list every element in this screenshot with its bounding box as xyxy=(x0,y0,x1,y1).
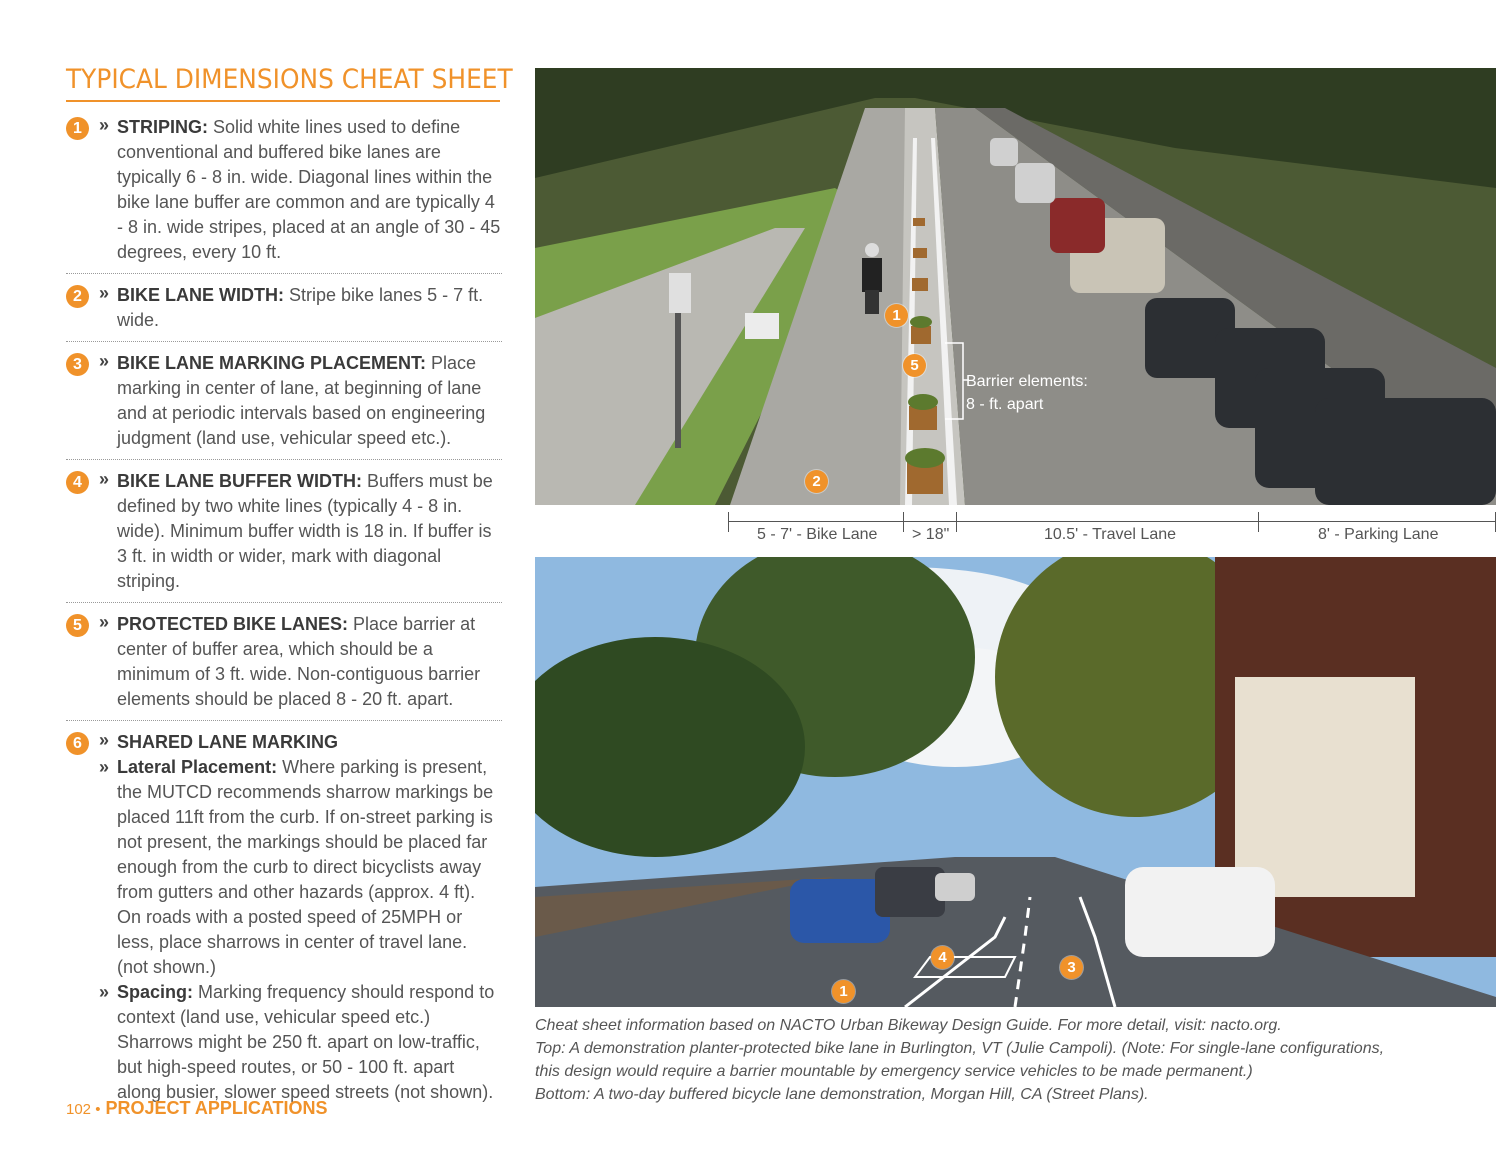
page-number: 102 • xyxy=(66,1101,101,1118)
caption-line: this design would require a barrier mountable by emergency service vehicles to be made permanent.) xyxy=(535,1063,1253,1080)
item-text: Place marking in center of lane, at beginning of lane and at periodic intervals based on engineering judgment (land use, vehicular speed etc.). xyxy=(117,353,486,448)
sub-item xyxy=(99,980,502,1105)
photo-caption xyxy=(535,1014,1475,1106)
marker-4: 4 xyxy=(931,946,954,969)
list-item xyxy=(66,727,502,1113)
caption-line: Bottom: A two-day buffered bicycle lane demonstration, Morgan Hill, CA (Street Plans). xyxy=(535,1086,1149,1103)
item-label: SHARED LANE MARKING xyxy=(117,732,339,752)
number-badge: 2 xyxy=(66,285,89,308)
page-footer xyxy=(66,1098,328,1119)
marker-5: 5 xyxy=(903,354,926,377)
number-badge: 1 xyxy=(66,117,89,140)
section-name: PROJECT APPLICATIONS xyxy=(105,1098,328,1118)
marker-1: 1 xyxy=(885,304,908,327)
bottom-photo xyxy=(535,557,1496,1007)
chevron-icon: » xyxy=(99,982,110,1002)
barrier-label-line: 8 - ft. apart xyxy=(966,396,1044,413)
item-text: Solid white lines used to define conventional and buffered bike lanes are typically 6 - 8 in. wide. Diagonal lines within the bike lane buffer are common and are typically 4 - 8 in. wide stripes, placed at an angle of 30 - 45 degrees, every 10 ft. xyxy=(117,117,501,262)
chevron-icon: » xyxy=(99,757,110,777)
page-title: TYPICAL DIMENSIONS CHEAT SHEET xyxy=(66,64,513,95)
marker-3: 3 xyxy=(1060,956,1083,979)
item-text: Stripe bike lanes 5 - 7 ft. wide. xyxy=(117,285,484,330)
dimension-tick xyxy=(728,512,729,532)
title-divider xyxy=(66,100,500,102)
number-badge: 6 xyxy=(66,732,89,755)
list-item xyxy=(66,348,502,460)
street-illustration xyxy=(535,557,1496,1007)
top-photo xyxy=(535,68,1496,505)
sub-item-label: Spacing: xyxy=(117,982,194,1002)
chevron-icon: » xyxy=(99,469,110,489)
item-label: BIKE LANE MARKING PLACEMENT: xyxy=(117,353,426,373)
item-label: BIKE LANE BUFFER WIDTH: xyxy=(117,471,362,491)
number-badge: 4 xyxy=(66,471,89,494)
dimension-label: 10.5' - Travel Lane xyxy=(1044,526,1177,543)
chevron-icon: » xyxy=(99,115,110,135)
dimension-label: 5 - 7' - Bike Lane xyxy=(757,526,878,543)
caption-line: Cheat sheet information based on NACTO Urban Bikeway Design Guide. For more detail, visit: nacto.org. xyxy=(535,1017,1282,1034)
chevron-icon: » xyxy=(99,730,110,750)
dimension-tick xyxy=(1258,512,1259,532)
sub-item-text: Marking frequency should respond to context (land use, vehicular speed etc.) Sharrows might be 250 ft. apart on low-traffic, but high-speed routes, or 50 - 100 ft. apart along busier, slower speed streets (not shown). xyxy=(117,982,495,1102)
chevron-icon: » xyxy=(99,283,110,303)
dimension-label: 8' - Parking Lane xyxy=(1318,526,1439,543)
chevron-icon: » xyxy=(99,612,110,632)
barrier-label-line: Barrier elements: xyxy=(966,373,1088,390)
sub-item-label: Lateral Placement: xyxy=(117,757,278,777)
item-text: Place barrier at center of buffer area, which should be a minimum of 3 ft. wide. Non-contiguous barrier elements should be placed 8 - 20 ft. apart. xyxy=(117,614,481,709)
marker-2: 2 xyxy=(805,470,828,493)
list-item xyxy=(66,466,502,603)
caption-line: Top: A demonstration planter-protected bike lane in Burlington, VT (Julie Campoli). (Note: For single-lane configurations, xyxy=(535,1040,1385,1057)
list-item xyxy=(66,280,502,342)
dimension-tick xyxy=(903,512,904,532)
dimension-tick xyxy=(956,512,957,532)
chevron-icon: » xyxy=(99,351,110,371)
item-text: Buffers must be defined by two white lines (typically 4 - 8 in. wide). Minimum buffer width is 18 in. If buffer is 3 ft. in width or wider, mark with diagonal striping. xyxy=(117,471,493,591)
list-item xyxy=(66,609,502,721)
sub-item xyxy=(99,755,502,980)
number-badge: 3 xyxy=(66,353,89,376)
dimension-bar xyxy=(728,509,1496,549)
item-label: BIKE LANE WIDTH: xyxy=(117,285,284,305)
number-badge: 5 xyxy=(66,614,89,637)
item-label: PROTECTED BIKE LANES: xyxy=(117,614,349,634)
dimension-label: > 18" xyxy=(912,526,950,543)
sub-item-text: Where parking is present, the MUTCD recommends sharrow markings be placed 11ft from the curb. If on-street parking is not present, the markings should be placed far enough from the curb to direct bicyclists away from gutters and other hazards (approx. 4 ft). On roads with a posted speed of 25MPH or less, place sharrows in center of travel lane. (not shown.) xyxy=(117,757,494,977)
dimension-line xyxy=(728,521,1496,522)
marker-1: 1 xyxy=(832,980,855,1003)
street-illustration xyxy=(535,68,1496,505)
barrier-bracket xyxy=(939,342,969,422)
list-item xyxy=(66,112,502,274)
item-label: STRIPING: xyxy=(117,117,209,137)
cheat-sheet-list xyxy=(66,112,502,1119)
barrier-label xyxy=(966,370,1088,416)
